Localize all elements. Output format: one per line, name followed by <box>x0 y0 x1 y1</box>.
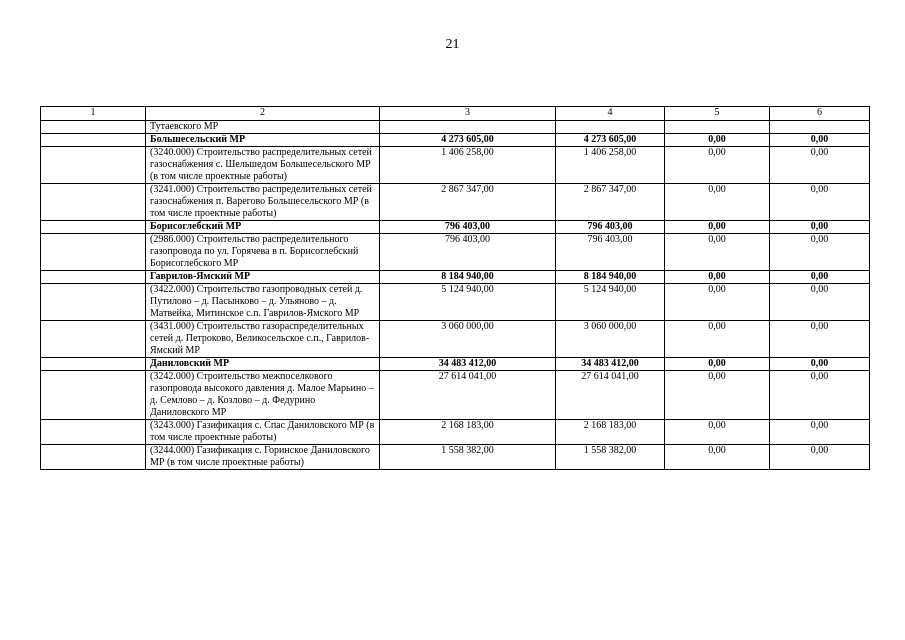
cell-name: (3243.000) Газификация с. Спас Даниловского МР (в том числе проектные работы) <box>146 420 380 445</box>
column-number-row <box>41 107 870 121</box>
cell-value-col6 <box>770 121 870 134</box>
cell-empty <box>41 121 146 134</box>
cell-value-col3: 34 483 412,00 <box>380 358 556 371</box>
district-total-row <box>41 358 870 371</box>
cell-value-col4 <box>556 121 665 134</box>
cell-value-col6: 0,00 <box>770 184 870 221</box>
table-row <box>41 147 870 184</box>
cell-value-col4: 8 184 940,00 <box>556 271 665 284</box>
cell-value-col5: 0,00 <box>665 234 770 271</box>
cell-empty <box>41 184 146 221</box>
cell-value-col3: 2 867 347,00 <box>380 184 556 221</box>
cell-name: (3431.000) Строительство газораспределительных сетей д. Петроково, Великосельское с.п., Гаврилов-Ямский МР <box>146 321 380 358</box>
cell-empty <box>41 420 146 445</box>
cell-name: Большесельский МР <box>146 134 380 147</box>
cell-empty <box>41 358 146 371</box>
cell-value-col6: 0,00 <box>770 358 870 371</box>
cell-name: Даниловский МР <box>146 358 380 371</box>
cell-name: Гаврилов-Ямский МР <box>146 271 380 284</box>
column-header: 2 <box>146 107 380 121</box>
cell-value-col5: 0,00 <box>665 134 770 147</box>
cell-value-col5: 0,00 <box>665 271 770 284</box>
cell-value-col6: 0,00 <box>770 420 870 445</box>
table-row <box>41 184 870 221</box>
cell-value-col3: 4 273 605,00 <box>380 134 556 147</box>
cell-value-col6: 0,00 <box>770 271 870 284</box>
cell-value-col3: 8 184 940,00 <box>380 271 556 284</box>
district-total-row <box>41 271 870 284</box>
cell-value-col6: 0,00 <box>770 134 870 147</box>
table-row <box>41 121 870 134</box>
cell-name: Тутаевского МР <box>146 121 380 134</box>
cell-value-col4: 3 060 000,00 <box>556 321 665 358</box>
cell-value-col3: 796 403,00 <box>380 234 556 271</box>
table-row <box>41 445 870 470</box>
district-total-row <box>41 221 870 234</box>
cell-value-col3: 1 558 382,00 <box>380 445 556 470</box>
cell-name: (3242.000) Строительство межпоселкового газопровода высокого давления д. Малое Марьино – д. Семлово – д. Козлово – д. Федурино Даниловского МР <box>146 371 380 420</box>
cell-value-col5: 0,00 <box>665 445 770 470</box>
cell-value-col5: 0,00 <box>665 184 770 221</box>
cell-value-col5: 0,00 <box>665 358 770 371</box>
cell-value-col6: 0,00 <box>770 371 870 420</box>
cell-value-col6: 0,00 <box>770 321 870 358</box>
cell-value-col4: 1 558 382,00 <box>556 445 665 470</box>
cell-value-col4: 4 273 605,00 <box>556 134 665 147</box>
cell-value-col6: 0,00 <box>770 234 870 271</box>
cell-value-col5: 0,00 <box>665 420 770 445</box>
cell-value-col4: 34 483 412,00 <box>556 358 665 371</box>
table-row <box>41 284 870 321</box>
cell-value-col3: 796 403,00 <box>380 221 556 234</box>
column-header: 5 <box>665 107 770 121</box>
cell-value-col5 <box>665 121 770 134</box>
cell-value-col3 <box>380 121 556 134</box>
page-number: 21 <box>445 37 460 52</box>
cell-value-col3: 2 168 183,00 <box>380 420 556 445</box>
cell-empty <box>41 134 146 147</box>
cell-value-col5: 0,00 <box>665 284 770 321</box>
cell-value-col5: 0,00 <box>665 221 770 234</box>
cell-value-col5: 0,00 <box>665 371 770 420</box>
table-row <box>41 234 870 271</box>
cell-value-col4: 5 124 940,00 <box>556 284 665 321</box>
cell-empty <box>41 284 146 321</box>
cell-value-col4: 796 403,00 <box>556 221 665 234</box>
cell-name: (3240.000) Строительство распределительных сетей газоснабжения с. Шельшедом Большесельского МР (в том числе проектные работы) <box>146 147 380 184</box>
table-row <box>41 420 870 445</box>
cell-value-col3: 5 124 940,00 <box>380 284 556 321</box>
column-header: 1 <box>41 107 146 121</box>
budget-table <box>40 106 870 470</box>
cell-name: Борисоглебский МР <box>146 221 380 234</box>
cell-empty <box>41 321 146 358</box>
cell-empty <box>41 147 146 184</box>
column-header: 4 <box>556 107 665 121</box>
cell-empty <box>41 234 146 271</box>
cell-empty <box>41 371 146 420</box>
table-row <box>41 321 870 358</box>
cell-name: (3422.000) Строительство газопроводных сетей д. Путилово – д. Пасынково – д. Ульяново – д. Матвейка, Митинское с.п. Гаврилов-Ямского МР <box>146 284 380 321</box>
column-header: 3 <box>380 107 556 121</box>
cell-value-col4: 2 867 347,00 <box>556 184 665 221</box>
cell-name: (3241.000) Строительство распределительных сетей газоснабжения п. Варегово Большесельского МР (в том числе проектные работы) <box>146 184 380 221</box>
cell-value-col3: 3 060 000,00 <box>380 321 556 358</box>
cell-value-col6: 0,00 <box>770 221 870 234</box>
cell-name: (2986.000) Строительство распределительного газопровода по ул. Горячева в п. Борисоглебский Борисоглебского МР <box>146 234 380 271</box>
table-row <box>41 371 870 420</box>
cell-value-col5: 0,00 <box>665 147 770 184</box>
cell-empty <box>41 445 146 470</box>
cell-value-col4: 1 406 258,00 <box>556 147 665 184</box>
cell-value-col3: 27 614 041,00 <box>380 371 556 420</box>
cell-value-col4: 27 614 041,00 <box>556 371 665 420</box>
cell-value-col3: 1 406 258,00 <box>380 147 556 184</box>
cell-value-col4: 796 403,00 <box>556 234 665 271</box>
table-body <box>41 121 870 470</box>
cell-empty <box>41 221 146 234</box>
cell-value-col6: 0,00 <box>770 284 870 321</box>
cell-name: (3244.000) Газификация с. Горинское Даниловского МР (в том числе проектные работы) <box>146 445 380 470</box>
column-header: 6 <box>770 107 870 121</box>
cell-value-col4: 2 168 183,00 <box>556 420 665 445</box>
cell-value-col6: 0,00 <box>770 445 870 470</box>
cell-empty <box>41 271 146 284</box>
cell-value-col5: 0,00 <box>665 321 770 358</box>
cell-value-col6: 0,00 <box>770 147 870 184</box>
district-total-row <box>41 134 870 147</box>
